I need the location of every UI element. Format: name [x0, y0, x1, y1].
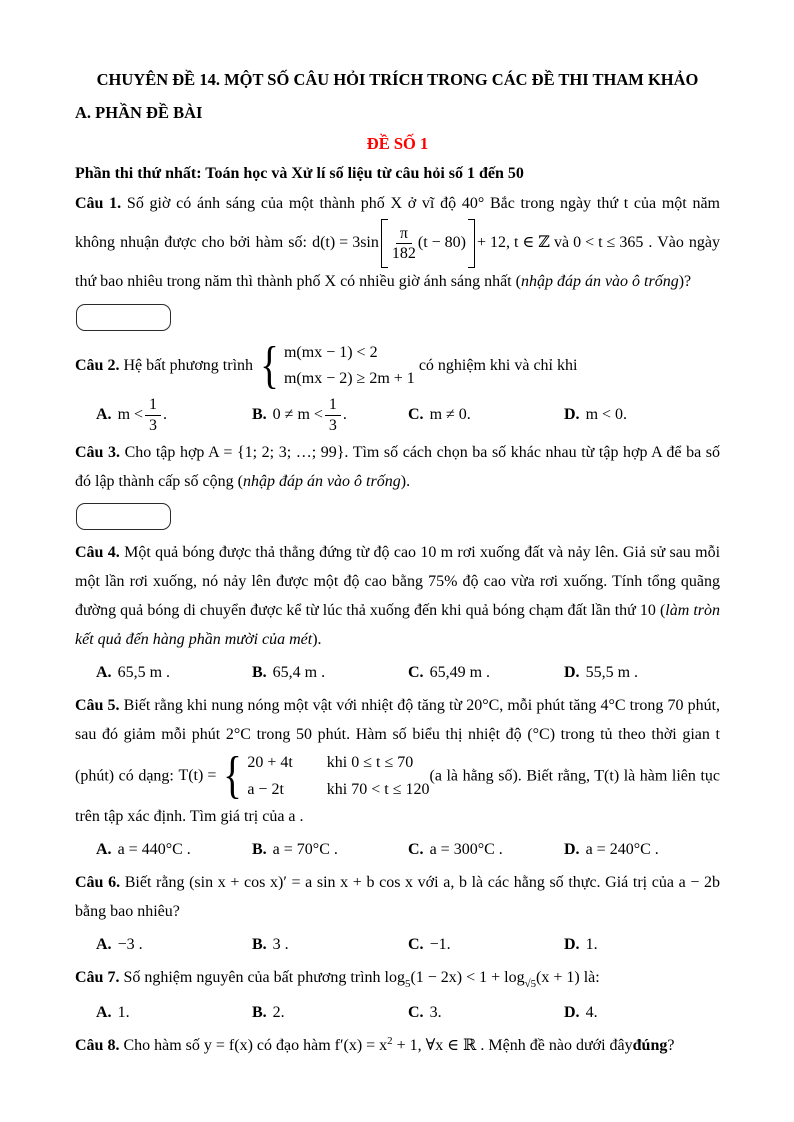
- question-7-text-end: là:: [583, 969, 600, 987]
- question-6: [75, 869, 720, 927]
- question-5-options: [75, 835, 720, 865]
- question-4-text-end: ).: [312, 630, 322, 648]
- question-2-text-cont: có nghiệm khi và chỉ khi: [418, 356, 578, 374]
- question-6-options: [75, 930, 720, 960]
- option-d-text: 4.: [585, 1004, 598, 1022]
- question-5-text: Biết rằng khi nung nóng một vật với nhiệt độ tăng từ 20°C, mỗi phút tăng 4°C trong 70 phút, sau đó giảm mỗi phút 2°C trong 50 phút. Hàm số biểu thị nhiệt độ (°C) trong tủ theo thời gian t (phút) có dạng:: [75, 696, 721, 785]
- left-brace-icon: {: [223, 747, 243, 804]
- question-5-text-cont: (a là hằng số). Biết rằng, T(t) là hàm liên tục trên tập xác định. Tìm giá trị của a .: [75, 767, 721, 826]
- option-d-label: D.: [564, 841, 580, 859]
- question-7: [75, 964, 720, 995]
- option-d-label: D.: [564, 663, 580, 681]
- option-a-frac-num: 1: [145, 395, 161, 415]
- formula-tail: (x + 1): [536, 969, 580, 987]
- option-b-label: B.: [252, 936, 267, 954]
- fraction-numerator: π: [396, 224, 412, 244]
- option-b-fraction: [325, 395, 341, 434]
- option-a: [96, 998, 252, 1028]
- piecewise-cond-1: khi 0 ≤ t ≤ 70: [326, 753, 414, 771]
- option-d-text: m < 0.: [585, 405, 628, 423]
- piecewise-expr-2: a − 2t: [247, 780, 284, 798]
- question-8-label: Câu 8.: [75, 1037, 120, 1055]
- formula-inner: (t − 80): [417, 233, 466, 251]
- option-d-label: D.: [564, 405, 580, 423]
- option-d: [564, 835, 720, 865]
- question-2-text: Hệ bất phương trình: [123, 356, 254, 374]
- question-5: [75, 692, 720, 832]
- option-d-text: 1.: [585, 936, 598, 954]
- option-b-label: B.: [252, 841, 267, 859]
- question-7-options: [75, 998, 720, 1028]
- option-a-label: A.: [96, 663, 112, 681]
- question-6-label: Câu 6.: [75, 874, 121, 892]
- question-4: [75, 539, 720, 654]
- option-c: [408, 998, 564, 1028]
- piecewise-lhs: T(t) =: [178, 767, 217, 784]
- option-d: [564, 395, 720, 434]
- question-1: [75, 190, 720, 297]
- option-a-label: A.: [96, 1004, 112, 1022]
- question-2-label: Câu 2.: [75, 356, 120, 374]
- formula-rhs: + 12: [476, 233, 507, 251]
- answer-box-q3[interactable]: [76, 503, 171, 530]
- option-a-text: −3 .: [117, 936, 143, 954]
- option-b: [252, 395, 408, 434]
- option-c-text: 65,49 m .: [429, 663, 491, 681]
- option-a: [96, 930, 252, 960]
- option-b-text: 65,4 m .: [272, 663, 326, 681]
- question-3-text: Cho tập hợp A = {1; 2; 3; …; 99}. Tìm số cách chọn ba số khác nhau từ tập hợp A để ba số đó lập thành cấp số cộng (: [75, 443, 721, 490]
- question-1-label: Câu 1.: [75, 195, 122, 212]
- option-d: [564, 658, 720, 688]
- option-c-label: C.: [408, 841, 424, 859]
- formula-domain: , t ∈ ℤ và 0 < t ≤ 365: [506, 233, 644, 251]
- option-a-text: a = 440°C .: [117, 841, 191, 859]
- log-1: log: [384, 969, 405, 987]
- option-c: [408, 835, 564, 865]
- left-brace-icon: {: [260, 336, 279, 394]
- section-a-heading: A. PHẦN ĐỀ BÀI: [75, 103, 203, 122]
- question-8-bold-word: đúng: [632, 1037, 668, 1055]
- option-c-label: C.: [408, 405, 424, 423]
- log-1-base: 5: [405, 978, 411, 991]
- question-1-text-cont: . Vào ngày thứ bao nhiêu trong năm thì thành phố X có nhiều giờ ánh sáng nhất (: [75, 233, 721, 290]
- question-1-text-end: )?: [678, 272, 692, 290]
- option-c-text: 3.: [429, 1004, 442, 1022]
- option-d-label: D.: [564, 1004, 580, 1022]
- question-8: [75, 1032, 720, 1061]
- formula-middle: (1 − 2x) < 1 + log: [410, 969, 525, 987]
- option-d-text: 55,5 m .: [585, 663, 639, 681]
- option-c: [408, 658, 564, 688]
- question-6-text: Biết rằng (sin x + cos x)′ = a sin x + b cos x với a, b là các hằng số thực. Giá trị của a − 2b bằng bao nhiêu?: [75, 874, 721, 921]
- question-7-label: Câu 7.: [75, 969, 120, 987]
- option-d-label: D.: [564, 936, 580, 954]
- option-a-fraction: [145, 395, 161, 434]
- question-1-italic-note: nhập đáp án vào ô trống: [520, 272, 679, 290]
- option-c-label: C.: [408, 1004, 424, 1022]
- piecewise-expr-1: 20 + 4t: [247, 753, 293, 771]
- question-3-italic-note: nhập đáp án vào ô trống: [242, 472, 401, 490]
- option-c-label: C.: [408, 936, 424, 954]
- question-3: [75, 439, 720, 497]
- option-b-label: B.: [252, 405, 267, 423]
- page-title: CHUYÊN ĐỀ 14. MỘT SỐ CÂU HỎI TRÍCH TRONG CÁC ĐỀ THI THAM KHẢO: [96, 70, 699, 89]
- option-a-label: A.: [96, 841, 112, 859]
- option-a-post: .: [163, 405, 168, 423]
- option-b: [252, 930, 408, 960]
- piecewise-cond-2: khi 70 < t ≤ 120: [326, 780, 430, 798]
- question-8-text-cont: + 1, ∀x ∈ ℝ . Mệnh đề nào dưới đây: [396, 1037, 633, 1055]
- question-7-formula: [384, 969, 580, 991]
- option-b-label: B.: [252, 1004, 267, 1022]
- fraction: [392, 224, 416, 263]
- question-3-label: Câu 3.: [75, 443, 121, 461]
- option-d: [564, 998, 720, 1028]
- question-1-text: Số giờ có ánh sáng của một thành phố X ở vĩ độ 40° Bắc trong ngày thứ t của một năm không nhuận được cho bởi hàm số:: [75, 195, 721, 251]
- exam-number-heading: ĐỀ SỐ 1: [366, 134, 429, 153]
- option-c-text: −1.: [429, 936, 451, 954]
- question-2: [75, 336, 720, 394]
- question-3-text-end: ).: [400, 472, 411, 490]
- option-a-frac-den: 3: [149, 416, 158, 434]
- option-b-pre: 0 ≠ m <: [272, 405, 323, 423]
- question-8-text: Cho hàm số y = f(x) có đạo hàm f′(x) = x: [123, 1037, 388, 1055]
- option-b-text: a = 70°C .: [272, 841, 338, 859]
- exponent: 2: [387, 1035, 393, 1048]
- option-b-post: .: [342, 405, 347, 423]
- left-bracket-icon: [381, 219, 388, 268]
- option-a: [96, 658, 252, 688]
- option-b: [252, 658, 408, 688]
- system-rows: [284, 340, 415, 393]
- option-d: [564, 930, 720, 960]
- question-8-text-end: ?: [667, 1037, 675, 1055]
- option-c-text: m ≠ 0.: [429, 405, 471, 423]
- question-2-options: [75, 395, 720, 434]
- system-row-2: m(mx − 2) ≥ 2m + 1: [283, 369, 415, 387]
- option-b-frac-num: 1: [325, 395, 341, 415]
- option-a: [96, 395, 252, 434]
- question-4-label: Câu 4.: [75, 544, 120, 562]
- option-a-label: A.: [96, 936, 112, 954]
- question-4-options: [75, 658, 720, 688]
- answer-box-q1[interactable]: [76, 304, 171, 331]
- option-a-text: 1.: [117, 1004, 130, 1022]
- question-5-piecewise: [178, 747, 430, 804]
- option-a: [96, 835, 252, 865]
- option-c: [408, 930, 564, 960]
- piecewise-rows: [247, 750, 429, 804]
- option-d-text: a = 240°C .: [585, 841, 659, 859]
- option-a-pre: m <: [117, 405, 144, 423]
- option-b-label: B.: [252, 663, 267, 681]
- option-b-frac-den: 3: [328, 416, 337, 434]
- system-row-1: m(mx − 1) < 2: [283, 343, 378, 361]
- question-2-system: [257, 336, 415, 394]
- option-b: [252, 835, 408, 865]
- option-c-label: C.: [408, 663, 424, 681]
- option-b-text: 3 .: [272, 936, 289, 954]
- question-4-italic-note: làm tròn kết quả đến hàng phần mười của mét: [75, 601, 721, 648]
- question-1-formula: [312, 219, 643, 268]
- option-b: [252, 998, 408, 1028]
- question-5-label: Câu 5.: [75, 696, 120, 714]
- option-a-text: 65,5 m .: [117, 663, 171, 681]
- formula-lhs: d(t) = 3sin: [312, 233, 379, 251]
- option-a-label: A.: [96, 405, 112, 423]
- right-bracket-icon: [468, 219, 475, 268]
- part-one-heading: Phần thi thứ nhất: Toán học và Xử lí số liệu từ câu hỏi số 1 đến 50: [75, 165, 524, 182]
- question-4-text: Một quả bóng được thả thẳng đứng từ độ cao 10 m rơi xuống đất và nảy lên. Giả sử sau mỗi một lần rơi xuống, nó nảy lên được một độ cao bằng 75% độ cao vừa rơi xuống. Tính tổng quãng đường quả bóng di chuyển được kể từ lúc thả xuống đến khi quả bóng chạm đất lần thứ 10 (: [75, 544, 721, 619]
- log-2-base: √5: [524, 978, 537, 991]
- option-c-text: a = 300°C .: [429, 841, 503, 859]
- option-c: [408, 395, 564, 434]
- question-7-text: Số nghiệm nguyên của bất phương trình: [123, 969, 381, 987]
- fraction-denominator: 182: [391, 244, 416, 262]
- option-b-text: 2.: [272, 1004, 285, 1022]
